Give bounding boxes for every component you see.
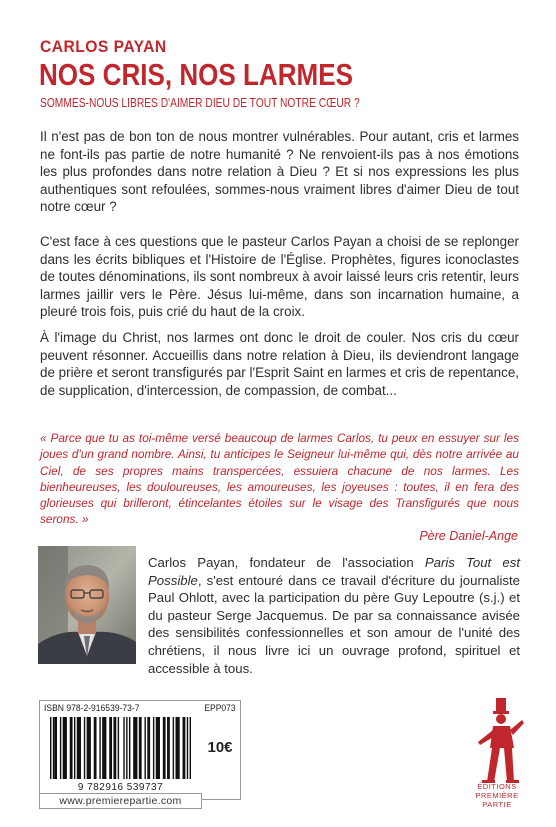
publisher-logo-icon (470, 690, 526, 785)
testimonial-quote: « Parce que tu as toi-même versé beaucoup de larmes Carlos, tu peux en essuyer sur les joues d'un grand nombre. Ainsi, tu anticipes le Seigneur lui-même qui, dès notre arrivée au Ciel, de ses propres mains transpercées, essuiera chacune de nos larmes. Les bienheureuses, les douloureuses, les amoureuses, les joyeuses : toutes, il en fera des glorieuses qui brilleront, étincelantes étoiles sur le visage des Transfigurés que nous serons. » (40, 431, 519, 527)
product-code-box (200, 700, 241, 800)
website-url: www.premierepartie.com (59, 795, 182, 807)
bio-intro: Carlos Payan, fondateur de l'association (148, 555, 425, 570)
body-paragraph-1: Il n'est pas de bon ton de nous montrer vulnérables. Pour autant, cris et larmes ne font-ils pas partie de notre humanité ? Ne renvoient-ils pas à nos émotions les plus profondes dans notre relation à Dieu ? Et si nos expressions les plus authentiques sont refoulées, sommes-nous vraiment libres d'aimer Dieu de tout notre cœur ? (40, 129, 519, 215)
barcode-box (39, 700, 202, 800)
book-title: NOS CRIS, NOS LARMES (39, 57, 353, 92)
barcode-digits: 9 782916 539737 (77, 782, 164, 793)
website-box (39, 793, 202, 809)
body-paragraph-2: C'est face à ces questions que le pasteur Carlos Payan a choisi de se replonger dans les écrits bibliques et l'Histoire de l'Église. Prophètes, figures iconoclastes de toutes dénominations, ils sont nombreux à avoir laissé leurs cris retentir, leurs larmes jaillir vers le Père. Jésus lui-même, dans son incarnation humaine, a pleuré trois fois, puis crié du haut de la croix. (40, 234, 519, 320)
price: 10€ (207, 739, 233, 756)
barcode-icon (40, 715, 201, 781)
product-code: EPP073 (204, 703, 236, 714)
publisher-line-2: PREMIÈRE (475, 791, 519, 800)
isbn-number: ISBN 978-2-916539-73-7 (44, 703, 140, 714)
author-portrait-icon (38, 546, 136, 664)
author-biography (148, 554, 520, 677)
publisher-name (462, 782, 532, 809)
author-photo (38, 546, 136, 664)
quote-author: Père Daniel-Ange (419, 529, 518, 543)
book-subtitle: SOMMES-NOUS LIBRES D'AIMER DIEU DE TOUT NOTRE CŒUR ? (40, 96, 360, 110)
publisher-line-3: PARTIE (482, 800, 512, 809)
author-name: CARLOS PAYAN (40, 37, 167, 56)
bio-rest: , s'est entouré dans ce travail d'écriture du journaliste Paul Ohlott, avec la participation du père Guy Lepoutre (s.j.) et du pasteur Serge Jacquemus. De par sa connaissance avisée des sensibilités confessionnelles et son amour de l'unité des chrétiens, il nous livre ici un ouvrage profond, spirituel et accessible à tous. (148, 572, 520, 676)
publisher-line-1: ÉDITIONS (477, 782, 517, 791)
association-name: Paris Tout est Possible (148, 555, 520, 588)
body-paragraph-3: À l'image du Christ, nos larmes ont donc le droit de couler. Nos cris du cœur peuvent résonner. Accueillis dans notre relation à Dieu, ils deviendront langage de prière et seront transfigurés par l'Esprit Saint en larmes et cris de repentance, de supplication, d'intercession, de compassion, de combat... (40, 330, 519, 398)
